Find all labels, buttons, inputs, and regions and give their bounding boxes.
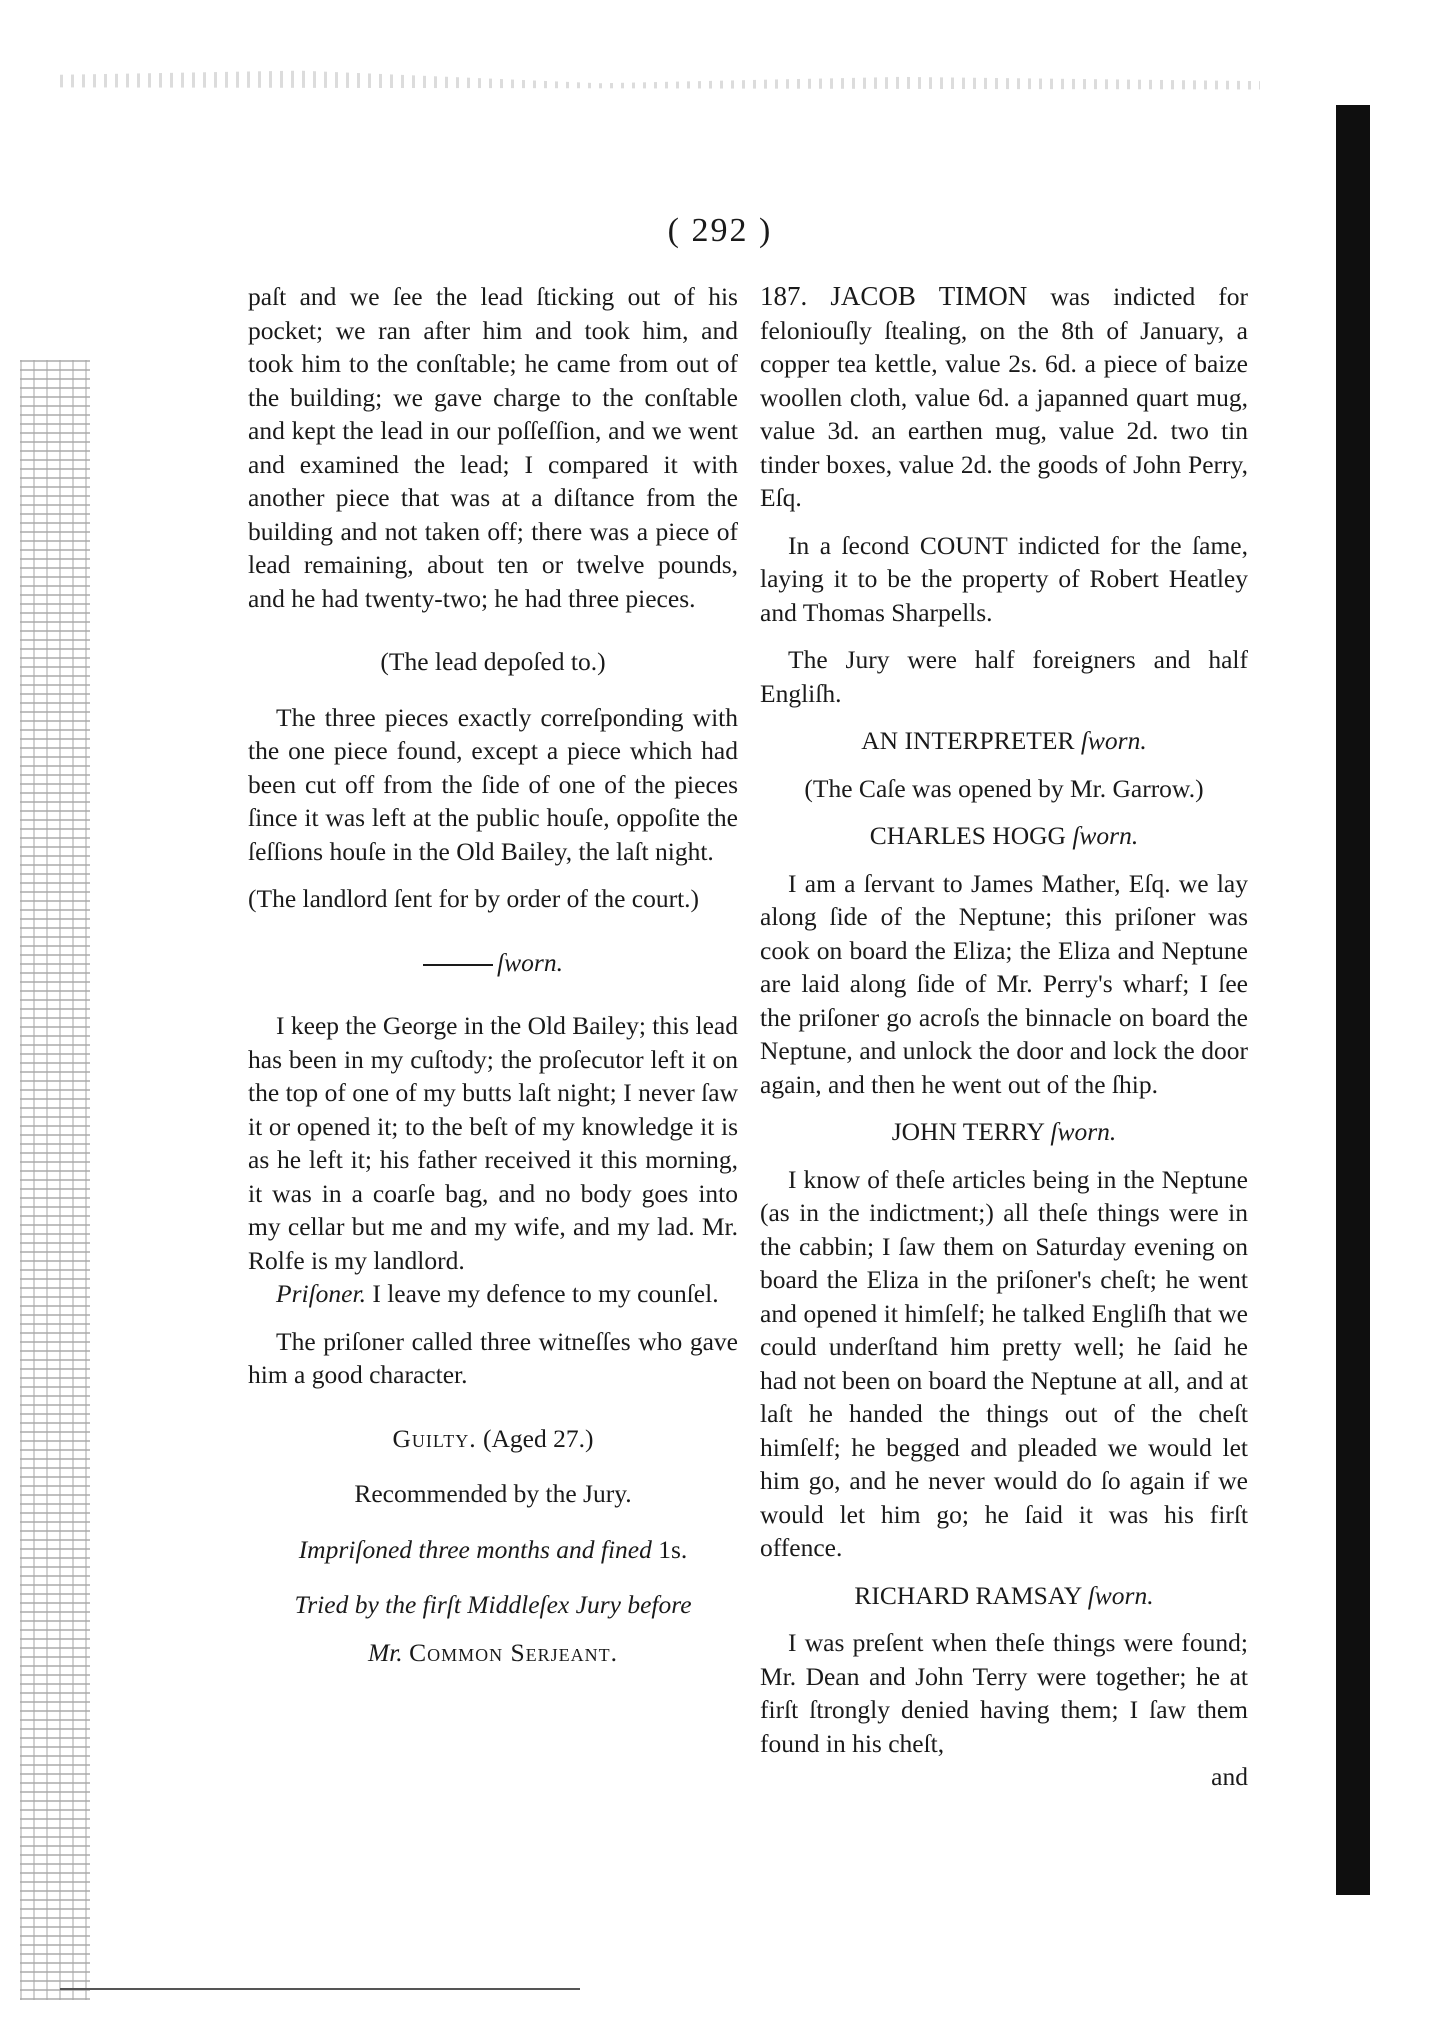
verdict-word: Guilty. bbox=[392, 1423, 477, 1453]
prisoner-label: Priſoner. bbox=[276, 1279, 366, 1308]
case-opened-note: (The Caſe was opened by Mr. Garrow.) bbox=[804, 773, 1204, 803]
indictment-paragraph bbox=[760, 280, 1248, 515]
ramsay-heading bbox=[760, 1579, 1248, 1613]
testimony-continued: paſt and we ſee the lead ſticking out of his pocket; we ran after him and took him, and took him to the conſtable; he came from out of the building; we gave charge to the conſtable and kept the lead in our poſſeſſion, and we went and examined the lead; I compared it with another piece that was at a diſtance from the building and not taken off; there was a piece of lead remaining, about ten or twelve pounds, and he had twenty-two; he had three pieces. bbox=[248, 282, 738, 613]
tried-judge-line bbox=[248, 1636, 738, 1670]
witness-name-ramsay: RICHARD RAMSAY bbox=[854, 1580, 1082, 1610]
terry-heading bbox=[760, 1115, 1248, 1149]
sworn-label: ſworn. bbox=[1080, 726, 1147, 755]
scan-noise-left bbox=[20, 360, 90, 2000]
fine-amount: 1s. bbox=[658, 1534, 688, 1564]
interpreter-heading bbox=[760, 724, 1248, 758]
prisoner-defence bbox=[248, 1277, 738, 1311]
jury-note: The Jury were half foreigners and half Engliſh. bbox=[760, 645, 1248, 708]
sworn-label: ſworn. bbox=[1087, 1580, 1154, 1610]
tried-line: Tried by the firſt Middleſex Jury before bbox=[294, 1590, 692, 1619]
sentence-line bbox=[248, 1533, 738, 1567]
blank-name-dash bbox=[423, 964, 493, 966]
witnesses-paragraph: The priſoner called three witneſſes who gave him a good character. bbox=[248, 1326, 738, 1389]
ramsay-testimony: I was preſent when theſe things were found; Mr. Dean and John Terry were together; he at firſt ſtrongly denied having them; I ſaw them found in his cheſt, bbox=[760, 1628, 1248, 1758]
witness-name-hogg: CHARLES HOGG bbox=[869, 821, 1066, 850]
recommendation: Recommended by the Jury. bbox=[354, 1479, 632, 1508]
landlord-sent-note: (The landlord ſent for by order of the court.) bbox=[248, 884, 700, 913]
witness-heading-blank bbox=[248, 946, 738, 980]
verdict-age: (Aged 27.) bbox=[483, 1423, 594, 1453]
witness-name-terry: JOHN TERRY bbox=[891, 1117, 1045, 1146]
indictment-text: was indicted for feloniouſly ſtealing, on the 8th of January, a copper tea kettle, value 2s. 6d. a piece of baize woollen cloth, value 6d. a japanned quart mug, value 3d. an earthen mug, value 2d. two tin tinder boxes, value 2d. the goods of John Perry, Eſq. bbox=[760, 282, 1248, 512]
judge-name: Common Serjeant. bbox=[409, 1637, 619, 1667]
hogg-testimony: I am a ſervant to James Mather, Eſq. we lay along ſide of the Neptune; this priſoner was cook on board the Eliza; the Eliza and Neptune are laid along ſide of Mr. Perry's wharf; I ſee the priſoner go acroſs the binnacle on board the Neptune, and unlock the door and lock the door again, and then he went out of the ſhip. bbox=[760, 868, 1248, 1099]
right-column bbox=[760, 280, 1248, 1794]
second-count: In a ſecond COUNT indicted for the ſame, laying it to be the property of Robert Heatley and Thomas Sharpells. bbox=[760, 530, 1248, 627]
prisoner-defence-text: I leave my defence to my counſel. bbox=[372, 1279, 719, 1308]
case-number: 187. bbox=[760, 281, 808, 311]
page-number: ( 292 ) bbox=[667, 212, 773, 249]
catchword: and bbox=[1211, 1762, 1248, 1791]
defendant-name: JACOB TIMON bbox=[830, 281, 1028, 311]
book-spine-shadow bbox=[1336, 105, 1370, 1895]
sentence-text: Impriſoned three months and fined bbox=[298, 1534, 652, 1564]
terry-testimony: I know of theſe articles being in the Neptune (as in the indictment;) all theſe things were in the cabbin; I ſaw them on Saturday evening on board the Eliza in the priſoner's cheſt; he went and opened it himſelf; he talked Engliſh that we could underſtand him pretty well; he ſaid he had not been on board the Neptune at all, and at laſt he handed the things out of the cheſt himſelf; he begged and pleaded we would let him go, and he never would do ſo again if we would let him go; he ſaid it was his firſt offence. bbox=[760, 1164, 1248, 1562]
left-column bbox=[248, 280, 738, 1669]
scan-edge-line bbox=[60, 1988, 580, 1990]
sworn-label: ſworn. bbox=[1050, 1117, 1117, 1146]
sworn-label: ſworn. bbox=[497, 947, 563, 977]
pieces-paragraph: The three pieces exactly correſponding with the one piece found, except a piece which had been cut off from the ſide of one of the pieces ſince it was left at the public houſe, oppoſite the ſeſſions houſe in the Old Bailey, the laſt night. bbox=[248, 702, 738, 866]
landlord-testimony: I keep the George in the Old Bailey; this lead has been in my cuſtody; the proſecutor left it on the top of one of my butts laſt night; I never ſaw it or opened it; to the beſt of my knowledge it is as he left it; his father received it this morning, it was in a coarſe bag, and no body goes into my cellar but me and my wife, and my lad. Mr. Rolfe is my landlord. bbox=[248, 1011, 738, 1275]
verdict-line bbox=[248, 1422, 738, 1456]
scan-noise-top bbox=[60, 58, 1260, 100]
interpreter-name: AN INTERPRETER bbox=[861, 726, 1075, 755]
hogg-heading bbox=[760, 819, 1248, 853]
lead-deposed-note: (The lead depoſed to.) bbox=[380, 647, 606, 676]
judge-title: Mr. bbox=[367, 1637, 403, 1667]
sworn-label: ſworn. bbox=[1072, 821, 1139, 850]
